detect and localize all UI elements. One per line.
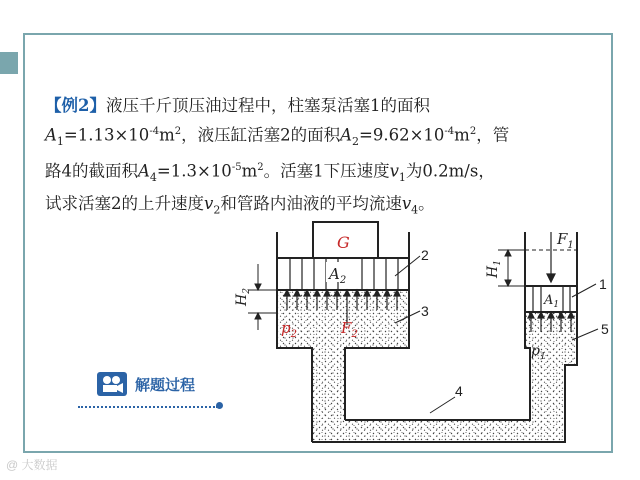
label-h2: $H_2$ xyxy=(234,288,252,306)
projector-icon xyxy=(97,370,127,398)
a4-sub: 4 xyxy=(149,170,157,184)
line3-mid: 。活塞1下压速度 xyxy=(263,161,390,181)
a4-exp: -5 xyxy=(231,161,242,173)
label-f2: $F_2$ xyxy=(341,319,358,340)
problem-line-1-text: 液压千斤顶压油过程中，柱塞泵活塞1的面积 xyxy=(105,96,430,115)
line4-pre: 试求活塞2的上升速度 xyxy=(45,193,204,213)
a2-unit-exp: 2 xyxy=(469,126,477,137)
v2-symbol: v xyxy=(204,193,214,213)
v1-symbol: v xyxy=(389,161,399,181)
line2-tail: ，管 xyxy=(476,125,510,145)
example-tag: 【例2】 xyxy=(45,96,106,115)
line4-mid: 和管路内油液的平均流速 xyxy=(220,193,402,213)
a4-symbol: A xyxy=(138,161,150,181)
a2-value: =9.62×10 xyxy=(359,125,445,145)
solution-process-button[interactable] xyxy=(97,370,247,400)
label-3: 3 xyxy=(421,303,429,319)
a1-exp: -4 xyxy=(149,126,160,137)
label-h1: $H_1$ xyxy=(485,260,503,278)
label-p2: $p_2$ xyxy=(281,319,297,340)
solution-underline-dot xyxy=(216,402,223,409)
a1-unit: m xyxy=(159,125,175,145)
a1-symbol: A xyxy=(45,125,57,145)
label-2: 2 xyxy=(421,247,429,263)
v4-symbol: v xyxy=(401,193,412,213)
line3-pre: 路4的截面积 xyxy=(45,161,138,181)
label-5: 5 xyxy=(601,321,609,337)
a4-value: =1.3×10 xyxy=(156,161,232,181)
label-a2: $A_2$ xyxy=(329,265,347,286)
a2-exp: -4 xyxy=(444,126,455,137)
solution-process-label: 解题过程 xyxy=(135,377,196,394)
a4-unit: m xyxy=(241,161,258,181)
leader-4 xyxy=(430,397,455,413)
a2-symbol: A xyxy=(340,125,353,145)
v1-sub: 1 xyxy=(398,170,406,184)
h1-dimension xyxy=(498,250,525,286)
v1-text: 为0.2m/s， xyxy=(405,161,495,181)
v2-sub: 2 xyxy=(213,202,221,216)
f1-arrow xyxy=(547,232,555,282)
a4-unit-exp: 2 xyxy=(257,161,264,173)
a1-value: =1.13×10 xyxy=(63,125,150,145)
watermark: @ 大数据 xyxy=(6,458,58,472)
label-g: G xyxy=(337,233,350,252)
label-a1: $A_1$ xyxy=(544,293,560,310)
label-4: 4 xyxy=(455,383,463,399)
v4-sub: 4 xyxy=(411,202,419,216)
solution-underline xyxy=(78,406,218,408)
label-1: 1 xyxy=(599,276,607,292)
a2-unit: m xyxy=(454,125,470,145)
a1-unit-exp: 2 xyxy=(174,126,182,137)
a1-sub: 1 xyxy=(56,134,64,148)
label-p1: $p_1$ xyxy=(531,343,546,362)
line4-end: 。 xyxy=(418,193,435,213)
h2-dimension xyxy=(248,264,277,330)
line2-mid: ，液压缸活塞2的面积 xyxy=(181,125,341,145)
label-f1: $F_1$ xyxy=(557,230,574,251)
a2-sub: 2 xyxy=(352,134,360,148)
